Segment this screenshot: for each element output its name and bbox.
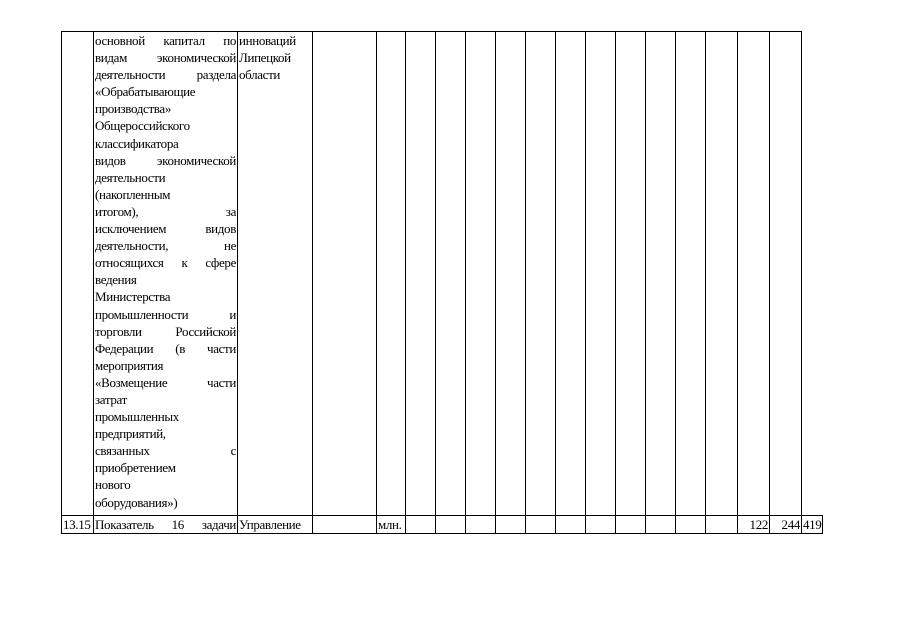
- indicator-line: классификатора: [95, 135, 179, 151]
- indicator-line: нового: [95, 477, 131, 493]
- indicator-line: промышленности и: [95, 306, 236, 322]
- indicator-line: мероприятия: [95, 357, 164, 373]
- value-cell: [586, 516, 616, 534]
- indicator-line: торговли Российской: [95, 323, 236, 339]
- empty-cell: [313, 32, 377, 516]
- value-cell: [496, 32, 526, 516]
- indicator-line: связанных с: [95, 443, 236, 459]
- indicator-line: видам экономической: [95, 50, 236, 66]
- indicator-line: деятельности, не: [95, 238, 236, 254]
- unit-label: млн.: [377, 516, 406, 534]
- value-cell: [436, 32, 466, 516]
- indicator-line: «Возмещение части: [95, 374, 236, 390]
- owner-name: Управление: [238, 516, 313, 534]
- indicator-line: ведения: [95, 272, 137, 288]
- indicator-line: затрат: [95, 391, 127, 407]
- value-cell: [526, 32, 556, 516]
- indicator-line: относящихся к сфере: [95, 255, 236, 271]
- value-cell: [706, 32, 738, 516]
- value-cell: [466, 516, 496, 534]
- indicator-line: деятельности: [95, 169, 166, 185]
- value-cell: [466, 32, 496, 516]
- indicator-cell: [94, 32, 238, 516]
- indicator-line: Федерации (в части: [95, 340, 236, 356]
- indicator-line: Министерства: [95, 289, 171, 305]
- owner-line: инноваций: [239, 33, 296, 48]
- indicator-line: «Обрабатывающие: [95, 84, 196, 100]
- value-cell: 244: [770, 516, 802, 534]
- value-cell: [676, 32, 706, 516]
- continued-row: [62, 32, 823, 516]
- owner-cell: [238, 32, 313, 516]
- indicator-line: производства»: [95, 101, 171, 117]
- indicator-line: оборудования»): [95, 494, 178, 510]
- indicator-line: (накопленным: [95, 186, 171, 202]
- indicator-line: промышленных: [95, 409, 179, 425]
- row-number: 13.15: [62, 516, 94, 534]
- data-table: [61, 31, 823, 534]
- number-cell: [62, 32, 94, 516]
- value-cell: [738, 32, 770, 516]
- value-cell: [436, 516, 466, 534]
- value-cell: [770, 32, 802, 516]
- indicator-line: деятельности раздела: [95, 67, 236, 83]
- owner-line: Липецкой: [239, 50, 291, 66]
- value-cell: [646, 32, 676, 516]
- value-cell: 122: [738, 516, 770, 534]
- value-cell: [556, 32, 586, 516]
- indicator-line: приобретением: [95, 460, 176, 476]
- indicator-line: основной капитал по: [95, 33, 236, 48]
- value-cell: 419: [803, 517, 822, 532]
- value-cell: [706, 516, 738, 534]
- indicator-name: Показатель 16 задачи: [95, 517, 236, 532]
- table-row-13-15: [62, 516, 823, 534]
- owner-line: области: [239, 67, 281, 83]
- value-cell: [646, 516, 676, 534]
- value-cell: [406, 516, 436, 534]
- value-cell: [556, 516, 586, 534]
- indicator-line: Общероссийского: [95, 118, 190, 134]
- value-cell: [526, 516, 556, 534]
- indicator-line: видов экономической: [95, 152, 236, 168]
- value-cell: [586, 32, 616, 516]
- indicator-line: итогом), за: [95, 203, 236, 219]
- value-cell: [676, 516, 706, 534]
- value-cell: [406, 32, 436, 516]
- value-cell: [616, 32, 646, 516]
- indicator-line: исключением видов: [95, 221, 236, 237]
- unit-cell: [377, 32, 406, 516]
- empty-cell: [313, 516, 377, 534]
- indicator-line: предприятий,: [95, 426, 166, 442]
- value-cell: [496, 516, 526, 534]
- value-cell: [616, 516, 646, 534]
